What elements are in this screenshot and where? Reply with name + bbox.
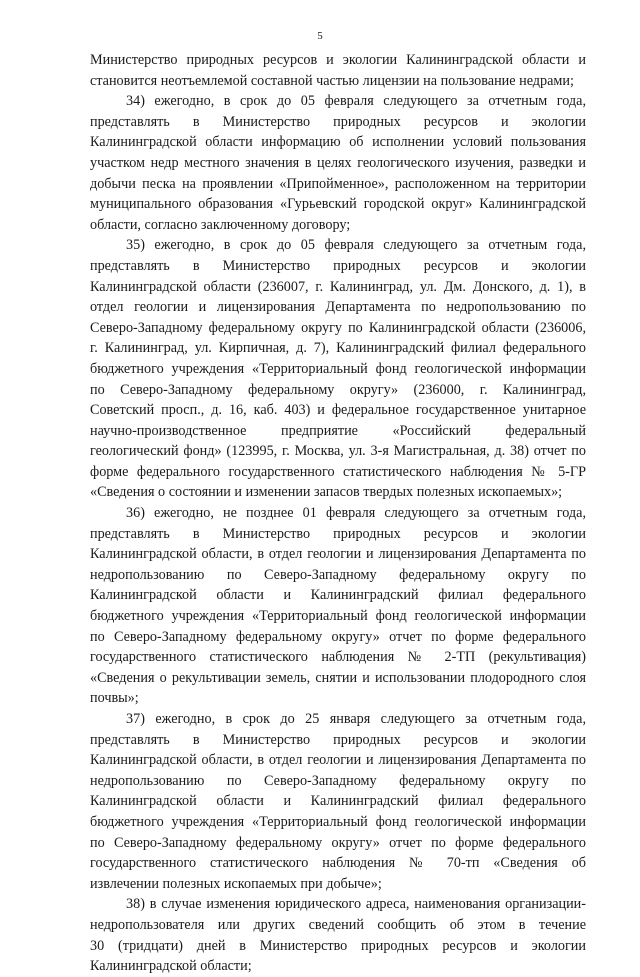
text-line: 37) ежегодно, в срок до 25 января следующего за отчетным года, [126, 711, 586, 727]
text-line: 30 (тридцати) дней в Министерство природных ресурсов и экологии [90, 937, 586, 954]
text-line: добычи песка на проявлении «Припойменное», расположенном на территории [90, 175, 586, 192]
text-line: по Северо-Западному федеральному округу» отчет по форме федерального [90, 628, 586, 645]
text-line: представлять в Министерство природных ресурсов и экологии [90, 257, 586, 274]
text-line: недропользованию по Северо-Западному федеральному округу по [90, 772, 586, 789]
text-line: муниципального образования «Гурьевский городской округ» Калининградской [90, 196, 586, 213]
text-line: становится неотъемлемой составной частью лицензии на пользование недрами; [90, 72, 574, 89]
text-line: извлечении полезных ископаемых при добыче»; [90, 875, 382, 892]
text-line: 35) ежегодно, в срок до 05 февраля следующего за отчетным года, [126, 237, 586, 254]
text-line: бюджетного учреждения «Территориальный фонд геологической информации [90, 608, 586, 625]
text-line: представлять в Министерство природных ресурсов и экологии [90, 113, 586, 130]
text-line: недропользователя или других сведений сообщить об этом в течение [90, 916, 586, 933]
text-line: 36) ежегодно, не позднее 01 февраля следующего за отчетным года, [126, 505, 586, 522]
text-line: 34) ежегодно, в срок до 05 февраля следующего за отчетным года, [126, 93, 586, 110]
text-line: научно-производственное предприятие «Российский федеральный [90, 422, 586, 439]
text-line: «Сведения о состоянии и изменении запасов твердых полезных ископаемых»; [90, 484, 563, 501]
text-line: представлять в Министерство природных ресурсов и экологии [90, 525, 586, 542]
text-line: Советский просп., д. 16, каб. 403) и федеральное государственное унитарное [90, 402, 586, 419]
text-line: форме федерального государственного статистического наблюдения № 5-ГР [90, 463, 586, 480]
text-line: Калининградской области (236007, г. Калининград, ул. Дм. Донского, д. 1), в [90, 278, 586, 295]
text-line: участком недр местного значения в целях геологического изучения, разведки и [90, 154, 586, 171]
text-line: Калининградской области, в отдел геологии и лицензирования Департамента по [90, 752, 586, 769]
text-line: недропользованию по Северо-Западному федеральному округу по [90, 566, 586, 583]
text-line: области, согласно заключенному договору; [90, 216, 351, 233]
text-line: государственного статистического наблюдения № 70-тп «Сведения об [90, 855, 586, 872]
text-line: Калининградской области; [90, 958, 252, 975]
text-line: Калининградской области, в отдел геологии и лицензирования Департамента по [90, 546, 586, 563]
body-text [90, 50, 586, 977]
text-line: почвы»; [90, 690, 139, 707]
text-line: государственного статистического наблюдения № 2-ТП (рекультивация) [90, 649, 586, 666]
text-line: Калининградской области и Калининградский филиал федерального [90, 587, 586, 604]
text-line: Министерство природных ресурсов и экологии Калининградской области и [90, 52, 586, 68]
text-line: отдел геологии и лицензирования Департамента по недропользованию по [90, 299, 586, 316]
text-line: бюджетного учреждения «Территориальный фонд геологической информации [90, 360, 586, 377]
text-line: «Сведения о рекультивации земель, снятии и использовании плодородного слоя [90, 669, 586, 686]
text-line: геологический фонд» (123995, г. Москва, ул. 3-я Магистральная, д. 38) отчет по [90, 443, 586, 460]
text-line: бюджетного учреждения «Территориальный фонд геологической информации [90, 813, 586, 830]
text-line: представлять в Министерство природных ресурсов и экологии [90, 731, 586, 748]
text-line: Калининградской области и Калининградский филиал федерального [90, 793, 586, 810]
text-line: Северо-Западному федеральному округу по Калининградской области (236006, [90, 319, 586, 336]
text-line: по Северо-Западному федеральному округу» отчет по форме федерального [90, 834, 586, 851]
text-line: по Северо-Западному федеральному округу» (236000, г. Калининград, [90, 381, 586, 398]
text-line: г. Калининград, ул. Кирпичная, д. 7), Калининградский филиал федерального [90, 340, 586, 357]
text-line: 38) в случае изменения юридического адреса, наименования организации- [126, 896, 586, 913]
text-line: Калининградской области информацию об исполнении условий пользования [90, 134, 586, 151]
page-number: 5 [317, 30, 323, 42]
